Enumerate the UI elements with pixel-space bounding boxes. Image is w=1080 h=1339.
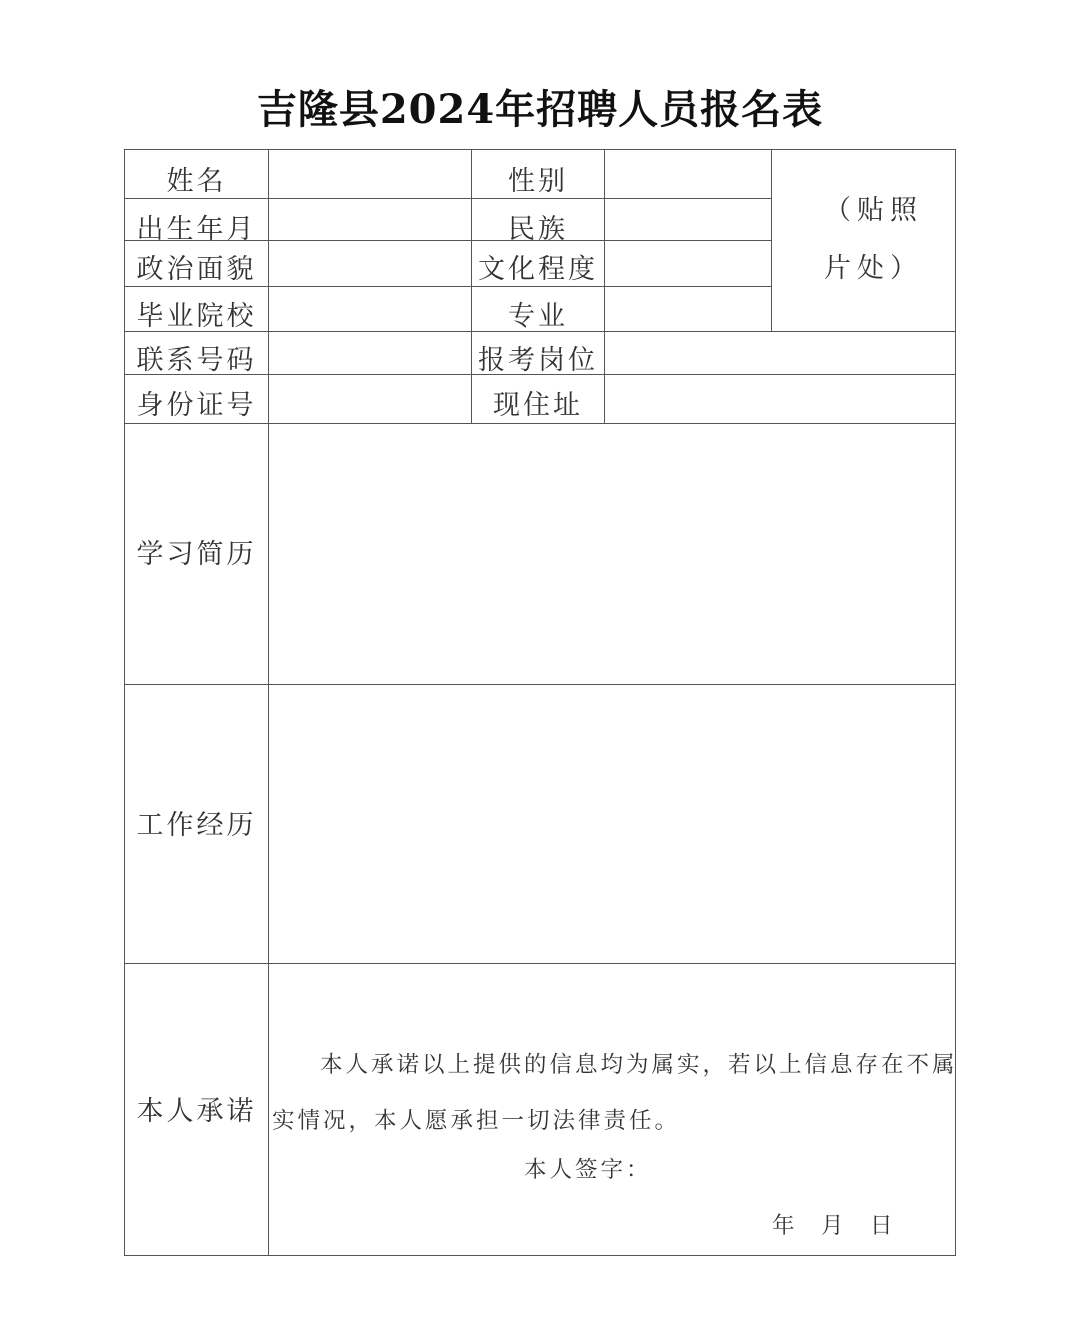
birth-label: 出生年月 bbox=[136, 213, 257, 245]
work-history-input[interactable] bbox=[269, 685, 955, 963]
id-label: 身份证号 bbox=[136, 389, 257, 421]
photo-text-line2: 片处） bbox=[824, 253, 923, 284]
address-input[interactable] bbox=[605, 375, 955, 423]
study-history-input[interactable] bbox=[269, 424, 955, 684]
position-label: 报考岗位 bbox=[478, 344, 598, 376]
commitment-line2: 实情况，本人愿承担一切法律责任。 bbox=[272, 1108, 681, 1134]
major-input[interactable] bbox=[605, 287, 771, 331]
address-label: 现住址 bbox=[493, 389, 583, 421]
signature-label: 本人签字： bbox=[524, 1157, 652, 1183]
page-title: 吉隆县2024年招聘人员报名表 bbox=[256, 86, 824, 133]
gender-label: 性别 bbox=[508, 165, 568, 197]
name-label: 姓名 bbox=[166, 165, 227, 197]
phone-label: 联系号码 bbox=[136, 344, 257, 376]
signature-input[interactable] bbox=[650, 1150, 930, 1190]
commitment-line1: 本人承诺以上提供的信息均为属实，若以上信息存在不属 bbox=[320, 1052, 958, 1078]
photo-placeholder[interactable] bbox=[772, 150, 955, 330]
position-input[interactable] bbox=[605, 332, 955, 374]
gender-input[interactable] bbox=[605, 150, 771, 198]
political-input[interactable] bbox=[269, 241, 471, 286]
study-history-label: 学习简历 bbox=[136, 538, 257, 570]
political-label: 政治面貌 bbox=[136, 253, 257, 285]
commitment-text bbox=[272, 1038, 958, 1148]
name-input[interactable] bbox=[269, 150, 471, 198]
commitment-label: 本人承诺 bbox=[136, 1095, 257, 1127]
signature-date: 年 月 日 bbox=[772, 1213, 895, 1239]
education-input[interactable] bbox=[605, 241, 771, 286]
school-input[interactable] bbox=[269, 287, 471, 331]
id-input[interactable] bbox=[269, 375, 471, 423]
school-label: 毕业院校 bbox=[136, 300, 257, 332]
phone-input[interactable] bbox=[269, 332, 471, 374]
work-history-label: 工作经历 bbox=[136, 809, 257, 841]
birth-input[interactable] bbox=[269, 199, 471, 240]
photo-text-line1: （贴照 bbox=[824, 195, 923, 226]
major-label: 专业 bbox=[508, 300, 568, 332]
ethnicity-input[interactable] bbox=[605, 199, 771, 240]
ethnicity-label: 民族 bbox=[508, 213, 568, 245]
education-label: 文化程度 bbox=[478, 253, 598, 285]
